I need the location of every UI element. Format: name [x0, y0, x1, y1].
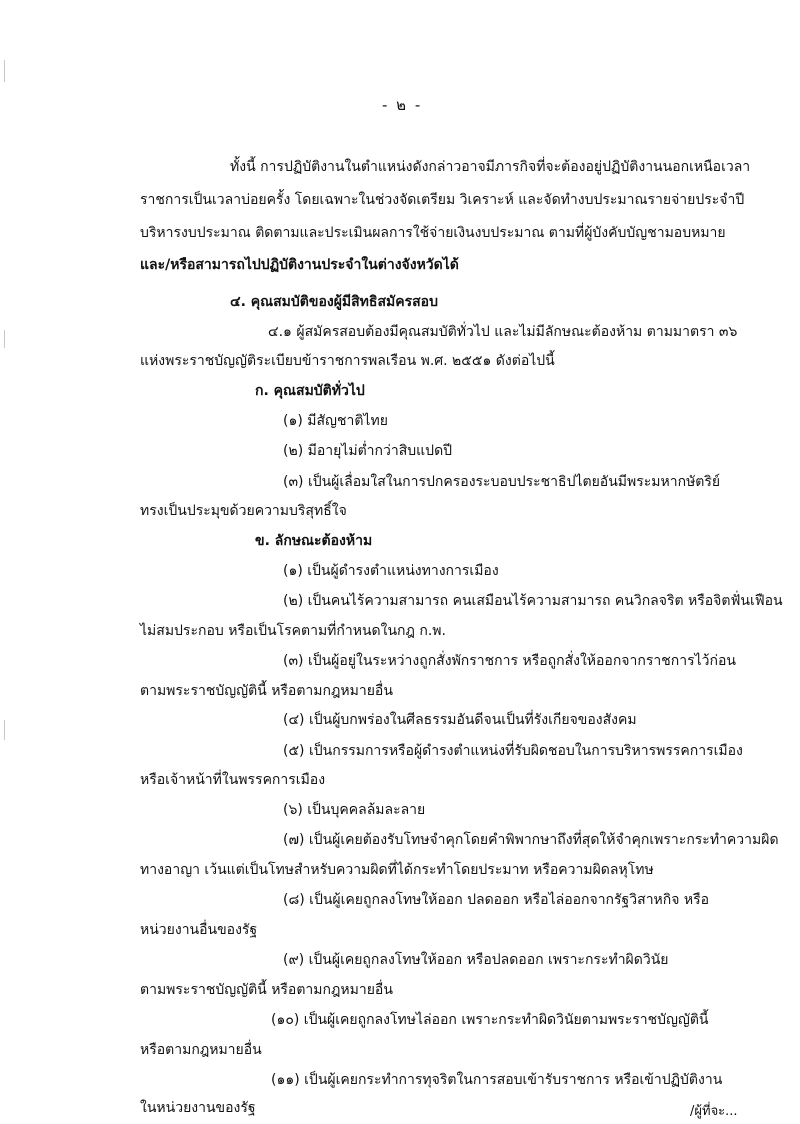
list-item-continuation: ทรงเป็นประมุขด้วยความบริสุทธิ์ใจ [140, 503, 347, 519]
list-item-continuation: ทางอาญา เว้นแต่เป็นโทษสำหรับความผิดที่ได้กระทำโดยประมาท หรือความผิดลหุโทษ [140, 862, 654, 878]
list-item: (๑๑) เป็นผู้เคยกระทำการทุจริตในการสอบเข้ารับราชการ หรือเข้าปฏิบัติงาน [271, 1072, 723, 1088]
list-item: (๓) เป็นผู้เลื่อมใสในการปกครองระบอบประชาธิปไตยอันมีพระมหากษัตริย์ [283, 474, 721, 490]
list-item-continuation: ในหน่วยงานของรัฐ [140, 1100, 256, 1116]
paragraph-line: ทั้งนี้ การปฏิบัติงานในตำแหน่งดังกล่าวอาจมีภารกิจที่จะต้องอยู่ปฏิบัติงานนอกเหนือเวลา [230, 159, 751, 175]
section-text: ๔.๑ ผู้สมัครสอบต้องมีคุณสมบัติทั่วไป และไม่มีลักษณะต้องห้าม ตามมาตรา ๓๖ [268, 324, 738, 340]
list-item: (๒) มีอายุไม่ต่ำกว่าสิบแปดปี [283, 443, 453, 459]
list-item: (๙) เป็นผู้เคยถูกลงโทษให้ออก หรือปลดออก เพราะกระทำผิดวินัย [283, 952, 669, 968]
list-item: (๖) เป็นบุคคลล้มละลาย [283, 802, 426, 818]
list-item: (๒) เป็นคนไร้ความสามารถ คนเสมือนไร้ความสามารถ คนวิกลจริต หรือจิตฟั่นเฟือน [283, 593, 783, 609]
list-item: (๓) เป็นผู้อยู่ในระหว่างถูกสั่งพักราชการ หรือถูกสั่งให้ออกจากราชการไว้ก่อน [283, 653, 736, 669]
list-item: (๕) เป็นกรรมการหรือผู้ดำรงตำแหน่งที่รับผิดชอบในการบริหารพรรคการเมือง [283, 743, 743, 759]
list-item-continuation: ตามพระราชบัญญัตินี้ หรือตามกฎหมายอื่น [140, 982, 393, 998]
paragraph-line-bold: และ/หรือสามารถไปปฏิบัติงานประจำในต่างจังหวัดได้ [140, 257, 459, 273]
list-item: (๗) เป็นผู้เคยต้องรับโทษจำคุกโดยคำพิพากษาถึงที่สุดให้จำคุกเพราะกระทำความผิด [283, 832, 779, 848]
list-item: (๔) เป็นผู้บกพร่องในศีลธรรมอันดีจนเป็นที่รังเกียจของสังคม [283, 712, 637, 728]
list-item: (๑๐) เป็นผู้เคยถูกลงโทษไล่ออก เพราะกระทำผิดวินัยตามพระราชบัญญัตินี้ [271, 1012, 709, 1028]
list-item: (๑) เป็นผู้ดำรงตำแหน่งทางการเมือง [283, 563, 499, 579]
subsection-heading: ก. คุณสมบัติทั่วไป [255, 383, 365, 399]
list-item-continuation: หรือเจ้าหน้าที่ในพรรคการเมือง [140, 772, 326, 788]
list-item: (๑) มีสัญชาติไทย [283, 413, 388, 429]
paragraph-line: ราชการเป็นเวลาบ่อยครั้ง โดยเฉพาะในช่วงจัดเตรียม วิเคราะห์ และจัดทำงบประมาณรายจ่ายประจำปี [140, 192, 745, 208]
page-number: - ๒ - [382, 96, 423, 114]
list-item-continuation: ตามพระราชบัญญัตินี้ หรือตามกฎหมายอื่น [140, 683, 393, 699]
list-item-continuation: หรือตามกฎหมายอื่น [140, 1042, 262, 1058]
list-item-continuation: หน่วยงานอื่นของรัฐ [140, 922, 258, 938]
list-item-continuation: ไม่สมประกอบ หรือเป็นโรคตามที่กำหนดในกฎ ก.พ. [140, 623, 446, 639]
section-text: แห่งพระราชบัญญัติระเบียบข้าราชการพลเรือน พ.ศ. ๒๕๕๑ ดังต่อไปนี้ [140, 353, 555, 369]
scan-edge-mark [4, 330, 5, 348]
section-heading: ๔. คุณสมบัติของผู้มีสิทธิสมัครสอบ [230, 294, 438, 310]
subsection-heading: ข. ลักษณะต้องห้าม [255, 533, 373, 549]
paragraph-line: บริหารงบประมาณ ติดตามและประเมินผลการใช้จ่ายเงินงบประมาณ ตามที่ผู้บังคับบัญชามอบหมาย [140, 225, 726, 241]
continuation-marker: /ผู้ที่จะ... [690, 1104, 738, 1119]
scan-edge-mark [4, 60, 5, 82]
scan-edge-mark [4, 720, 5, 740]
list-item: (๘) เป็นผู้เคยถูกลงโทษให้ออก ปลดออก หรือไล่ออกจากรัฐวิสาหกิจ หรือ [283, 892, 710, 908]
